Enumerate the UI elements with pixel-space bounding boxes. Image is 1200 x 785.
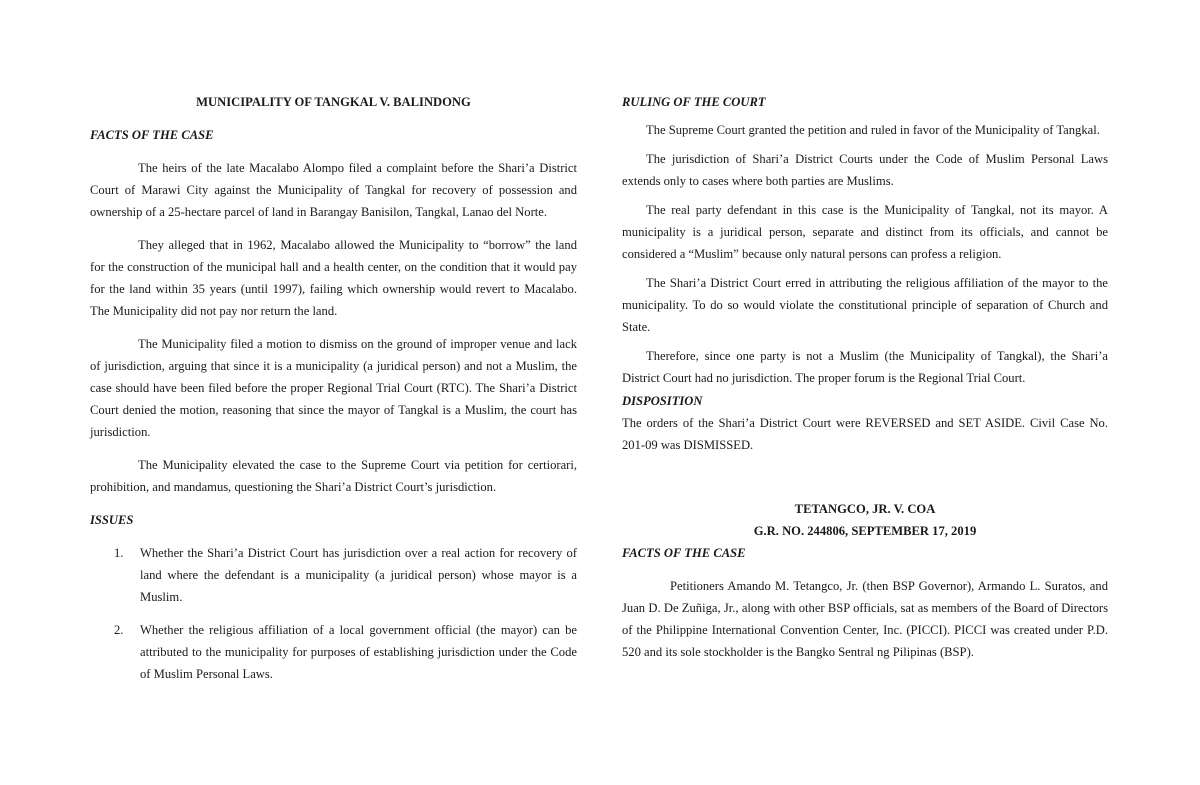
list-number: 2.: [114, 623, 124, 637]
case-subtitle: G.R. NO. 244806, SEPTEMBER 17, 2019: [753, 524, 977, 538]
ruling-paragraph: The jurisdiction of Shari’a District Courts under the Code of Muslim Personal Laws extends only to cases where both parties are Muslims.: [622, 152, 1108, 188]
facts-paragraph: They alleged that in 1962, Macalabo allowed the Municipality to “borrow” the land for the construction of the municipal hall and a health center, on the condition that it would pay for the land within 35 years (until 1997), failing which ownership would revert to Macalabo. The Municipality did not pay nor return the land.: [90, 238, 577, 318]
issues-list: [90, 542, 577, 685]
ruling-paragraph: The Supreme Court granted the petition and ruled in favor of the Municipality of Tangkal.: [646, 123, 1100, 137]
facts-paragraph: Petitioners Amando M. Tetangco, Jr. (then BSP Governor), Armando L. Suratos, and Juan D. De Zuñiga, Jr., along with other BSP officials, sat as members of the Board of Directors of the Philippine International Convention Center, Inc. (PICCI). PICCI was created under P.D. 520 and its sole stockholder is the Bangko Sentral ng Pilipinas (BSP).: [622, 579, 1108, 659]
list-text: Whether the Shari’a District Court has jurisdiction over a real action for recovery of land where the defendant is a municipality (a juridical person) whose mayor is a Muslim.: [140, 546, 577, 604]
list-text: Whether the religious affiliation of a local government official (the mayor) can be attributed to the municipality for purposes of establishing jurisdiction under the Code of Muslim Personal Laws.: [140, 623, 577, 681]
case-title: TETANGCO, JR. V. COA: [794, 502, 936, 516]
ruling-paragraph: Therefore, since one party is not a Muslim (the Municipality of Tangkal), the Shari’a District Court had no jurisdiction. The proper forum is the Regional Trial Court.: [622, 349, 1108, 385]
left-column: [90, 91, 577, 685]
facts-paragraph: The Municipality filed a motion to dismiss on the ground of improper venue and lack of jurisdiction, arguing that since it is a municipality (a juridical person) and not a Muslim, the case should have been filed before the proper Regional Trial Court (RTC). The Shari’a District Court denied the motion, reasoning that since the mayor of Tangkal is a Muslim, the court has jurisdiction.: [90, 337, 577, 439]
disposition-paragraph: The orders of the Shari’a District Court were REVERSED and SET ASIDE. Civil Case No. 201-09 was DISMISSED.: [622, 416, 1108, 452]
right-column: [622, 91, 1108, 663]
facts-paragraph: The heirs of the late Macalabo Alompo filed a complaint before the Shari’a District Court of Marawi City against the Municipality of Tangkal for recovery of possession and ownership of a 25-hectare parcel of land in Barangay Banisilon, Tangkal, Lanao del Norte.: [90, 161, 577, 219]
facts-heading: FACTS OF THE CASE: [622, 546, 746, 560]
ruling-heading: RULING OF THE COURT: [622, 95, 766, 109]
disposition-heading: DISPOSITION: [622, 394, 703, 408]
case-title: MUNICIPALITY OF TANGKAL V. BALINDONG: [196, 95, 471, 109]
facts-heading: FACTS OF THE CASE: [90, 128, 214, 142]
issues-heading: ISSUES: [90, 513, 134, 527]
facts-paragraph: The Municipality elevated the case to the Supreme Court via petition for certiorari, prohibition, and mandamus, questioning the Shari’a District Court’s jurisdiction.: [90, 458, 577, 494]
ruling-paragraph: The Shari’a District Court erred in attributing the religious affiliation of the mayor to the municipality. To do so would violate the constitutional principle of separation of Church and State.: [622, 276, 1108, 334]
list-item: [90, 619, 577, 685]
list-item: [90, 542, 577, 608]
list-number: 1.: [114, 546, 124, 560]
ruling-paragraph: The real party defendant in this case is the Municipality of Tangkal, not its mayor. A municipality is a juridical person, separate and distinct from its officials, and cannot be considered a “Muslim” because only natural persons can profess a religion.: [622, 203, 1108, 261]
